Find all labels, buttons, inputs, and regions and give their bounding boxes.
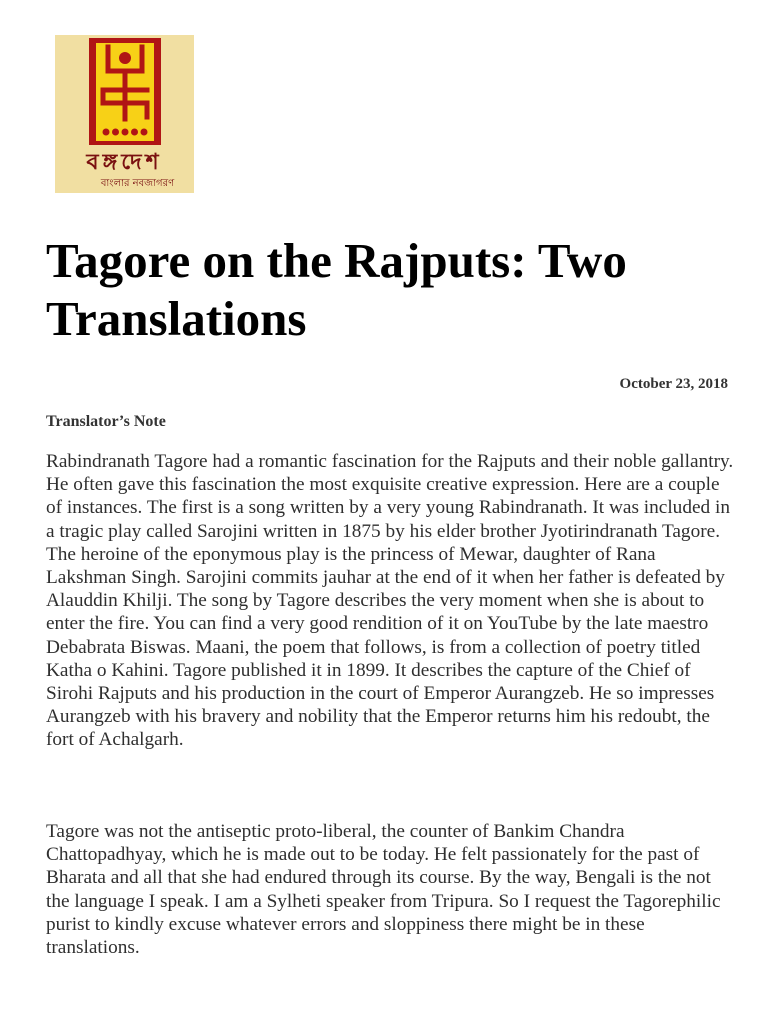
article-title: Tagore on the Rajputs: Two Translations bbox=[46, 233, 627, 346]
article-paragraph-2: Tagore was not the antiseptic proto-liberal, the counter of Bankim Chandra Chattopadhyay, which he is made out to be today. He felt passionately for the past of Bharata and all that she had endured through its course. By the way, Bengali is the not the language I speak. I am a Sylheti speaker from Tripura. So I request the Tagorephilic purist to kindly excuse whatever errors and sloppiness there might be in these translations. bbox=[46, 821, 721, 959]
article-date: October 23, 2018 bbox=[619, 376, 728, 392]
site-logo[interactable] bbox=[55, 35, 194, 193]
logo-tagline: বাংলার নবজাগরণ bbox=[100, 178, 175, 189]
translators-note-heading: Translator’s Note bbox=[46, 413, 166, 430]
logo-wordmark: বঙ্গদেশ bbox=[86, 150, 163, 175]
article-paragraph-1: Rabindranath Tagore had a romantic fascination for the Rajputs and their noble gallantry. He often gave this fascination the most exquisite creative expression. Here are a couple of instances. The first is a song written by a very young Rabindranath. It was included in a tragic play called Sarojini written in 1875 by his elder brother Jyotirindranath Tagore. The heroine of the eponymous play is the princess of Mewar, daughter of Rana Lakshman Singh. Sarojini commits jauhar at the end of it when her father is defeated by Alauddin Khilji. The song by Tagore describes the very moment when she is about to enter the fire. You can find a very good rendition of it on YouTube by the late maestro Debabrata Biswas. Maani, the poem that follows, is from a collection of poetry titled Katha o Kahini. Tagore published it in 1899. It describes the capture of the Chief of Sirohi Rajputs and his production in the court of Emperor Aurangzeb. He so impresses Aurangzeb with his bravery and nobility that the Emperor returns him his redoubt, the fort of Achalgarh. bbox=[46, 451, 734, 751]
